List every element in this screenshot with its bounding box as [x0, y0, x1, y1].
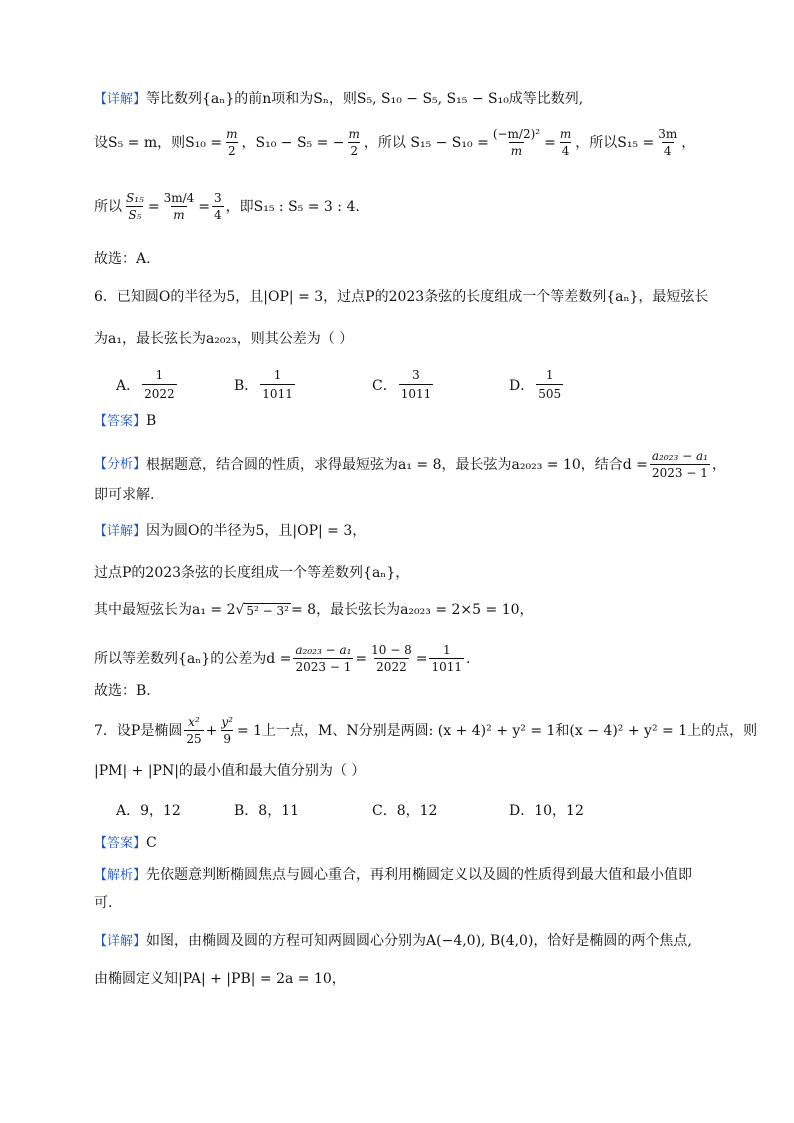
- answer-value: B: [146, 413, 157, 429]
- q6-detail-text1: 因为圆O的半径为5，且|OP| = 3，: [146, 523, 367, 539]
- answer-tag: 【答案】: [94, 836, 147, 851]
- detail5-text3b: =: [147, 198, 160, 215]
- q7-option-c[interactable]: C．8，12: [372, 803, 438, 819]
- detail5-text2a: 设S₅ = m，则S₁₀ =: [94, 134, 223, 151]
- answer-tag: 【答案】: [94, 414, 147, 429]
- detail5-text1: 等比数列{aₙ}的前n项和为Sₙ，则S₅, S₁₀ − S₅, S₁₅ − S₁₀成等比数列,: [146, 91, 584, 107]
- q6-option-b[interactable]: B． $\frac{1}{1011}$: [234, 368, 293, 401]
- q6-options: [116, 368, 716, 402]
- q7-stem-line1: [94, 716, 757, 745]
- fraction: $\frac{\text{a₂₀₂₃ − a₁}}{2023 - 1}$: [651, 449, 708, 480]
- fraction: $\frac{\text{y²}}{9}$: [221, 715, 233, 746]
- detail5-text2b: ，S₁₀ − S₅ = −: [241, 134, 345, 151]
- fraction: $\frac{\text{S₁₅}}{\text{S₅}}$: [126, 191, 144, 222]
- q7-option-a[interactable]: A．9，12: [116, 803, 181, 819]
- q6-detail-line1: [94, 524, 366, 538]
- fraction: $\frac{m}{4}$: [559, 127, 572, 158]
- q6-analysis-text1: 根据题意，结合圆的性质，求得最短弦为a₁ = 8，最长弦为a₂₀₂₃ = 10，结合d =: [146, 456, 648, 473]
- analysis-tag: 【分析】: [94, 457, 147, 472]
- detail5-text2d: =: [544, 134, 556, 151]
- q7-analysis-line1: [94, 868, 692, 882]
- q7-stem-text1a: 7．设P是椭圆: [94, 722, 183, 739]
- fraction: $\frac{3m}{4}$: [658, 127, 678, 158]
- q6-detail-line4: [94, 644, 470, 673]
- detail5-answer: 故选：A.: [94, 251, 151, 267]
- detail5-text2e: ，所以S₁₅ =: [575, 134, 655, 151]
- q6-stem-line2: 为a₁，最长弦长为a₂₀₂₃，则其公差为（ ）: [94, 331, 354, 347]
- fraction: $\frac{m}{2}$: [226, 127, 238, 158]
- q6-detail-line3: [94, 603, 534, 617]
- fraction: $\frac{1}{1011}$: [431, 643, 463, 674]
- detail5-line1: [94, 92, 583, 106]
- answer-value: C: [146, 835, 157, 851]
- q6-analysis-line2: 即可求解.: [94, 487, 155, 503]
- fraction: $\frac{\text{x²}}{25}$: [186, 715, 202, 746]
- q7-options: [116, 800, 716, 818]
- q6-option-a[interactable]: A． $\frac{1}{2022}$: [116, 368, 175, 401]
- q6-option-d[interactable]: D． $\frac{1}{505}$: [509, 368, 562, 401]
- q7-option-b[interactable]: B．8，11: [234, 803, 300, 819]
- q6-detail-text3a: 其中最短弦长为a₁ = 2: [94, 602, 236, 618]
- q7-stem-text1b: = 1上一点，M、N分别是两圆: (x + 4)² + y² = 1和(x − 4)² + y² = 1上的点，则: [236, 722, 758, 739]
- detail5-text3a: 所以: [94, 198, 122, 215]
- plus-sign: +: [205, 722, 218, 739]
- q6-detail-text4b: =: [355, 650, 368, 667]
- q7-stem-line2: |PM| + |PN|的最小值和最大值分别为（ ）: [94, 763, 366, 779]
- fraction: $\frac{3}{4}$: [214, 191, 222, 222]
- q7-detail-line1: [94, 934, 692, 948]
- q6-detail-text4d: .: [466, 650, 471, 667]
- q6-analysis-line1: [94, 450, 726, 479]
- q6-detail-line2: 过点P的2023条弦的长度组成一个等差数列{aₙ}，: [94, 565, 410, 581]
- q7-detail-line2: 由椭圆定义知|PA| + |PB| = 2a = 10，: [94, 971, 346, 987]
- fraction: $\frac{m}{2}$: [348, 127, 360, 158]
- detail5-line2: [94, 128, 695, 157]
- fraction: $\frac{3m/4}{m}$: [163, 191, 195, 222]
- detail5-text3d: ，即S₁₅ : S₅ = 3 : 4.: [225, 198, 360, 215]
- q7-detail-text1: 如图，由椭圆及圆的方程可知两圆圆心分别为A(−4,0), B(4,0)，恰好是椭圆的两个焦点,: [146, 933, 692, 949]
- fraction: $\frac{\text{(−m/2)²}}{m}$: [492, 127, 541, 158]
- detail5-text2c: ，所以 S₁₅ − S₁₀ =: [363, 134, 489, 151]
- q7-option-d[interactable]: D．10，12: [509, 803, 584, 819]
- q6-detail-text3b: = 8，最长弦长为a₂₀₂₃ = 2×5 = 10，: [291, 602, 534, 618]
- q6-option-c[interactable]: C． $\frac{3}{1011}$: [372, 368, 432, 401]
- q7-answer: [94, 836, 157, 850]
- q6-stem-line1: 6．已知圆O的半径为5，且|OP| = 3，过点P的2023条弦的长度组成一个等差数列{aₙ}，最短弦长: [94, 289, 709, 305]
- sqrt: √ 5² − 3²: [235, 602, 289, 618]
- detail-tag: 【详解】: [94, 524, 147, 539]
- fraction: $\frac{\text{a₂₀₂₃ − a₁}}{2023 - 1}$: [295, 643, 352, 674]
- detail5-text3c: =: [198, 198, 211, 215]
- q6-detail-text4a: 所以等差数列{aₙ}的公差为d =: [94, 650, 292, 667]
- analysis-tag: 【解析】: [94, 868, 147, 883]
- detail5-line3: [94, 192, 360, 221]
- q6-answer-final: 故选：B.: [94, 683, 151, 699]
- q6-analysis-end: ，: [711, 456, 726, 473]
- detail-tag: 【详解】: [94, 934, 147, 949]
- q6-answer: [94, 414, 156, 428]
- q6-detail-text4c: =: [415, 650, 428, 667]
- q7-analysis-line2: 可.: [94, 895, 113, 911]
- fraction: $\frac{10 - 8}{2022}$: [371, 643, 412, 674]
- detail-tag: 【详解】: [94, 92, 147, 107]
- q7-analysis-text1: 先依题意判断椭圆焦点与圆心重合，再利用椭圆定义以及圆的性质得到最大值和最小值即: [146, 867, 693, 883]
- detail5-text2f: ，: [681, 134, 696, 151]
